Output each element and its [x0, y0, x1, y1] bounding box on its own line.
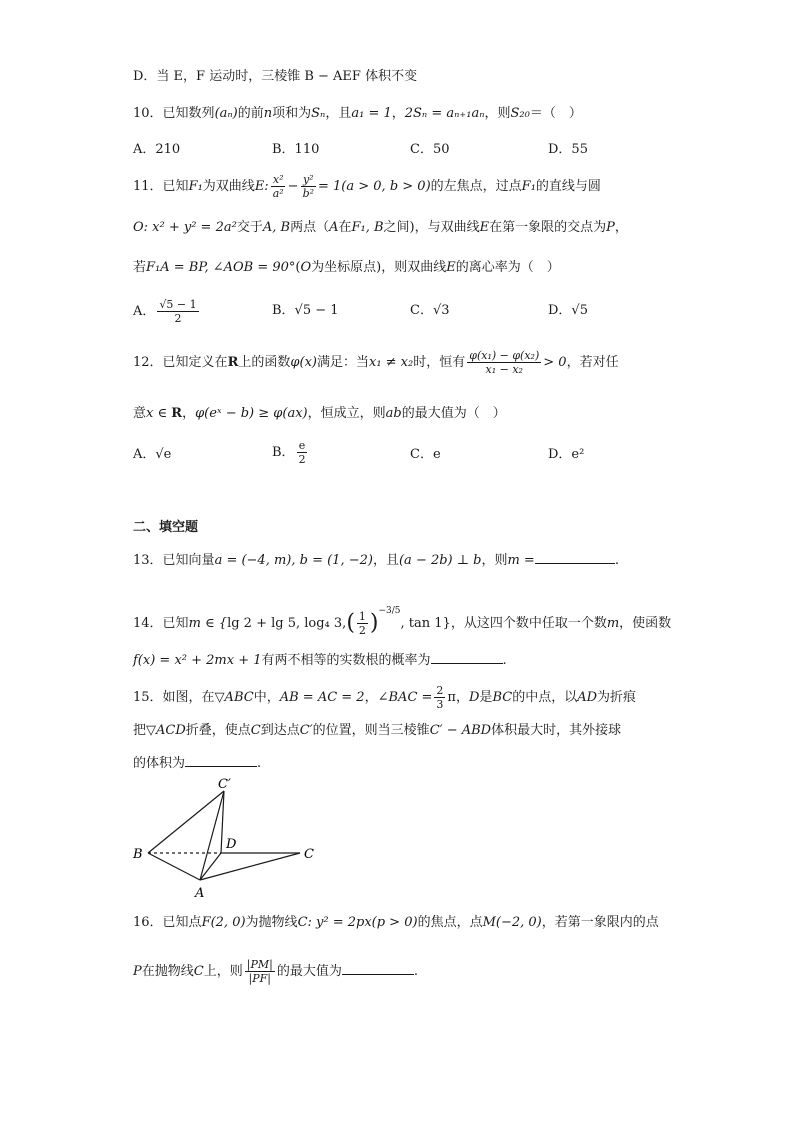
q11-text: 若 — [133, 260, 147, 275]
q16-c: C — [193, 964, 204, 979]
q12-frac: $\frac{\text{φ(x₁) − φ(x₂)}}{\text{x₁ − x₂}}$ — [469, 349, 540, 376]
q12-text: ，若对任 — [566, 355, 619, 370]
q14-m: m — [606, 616, 620, 631]
question-12-line-2: 意x ∈ R，φ(eˣ − b) ≥ φ(ax)，恒成立，则ab的最大值为（ ） — [133, 406, 506, 421]
q11-text: ， — [614, 220, 628, 235]
section-title: 二、填空题 — [133, 520, 199, 535]
question-16-line-2 — [133, 955, 418, 989]
q15-text: 如图，在 — [162, 690, 215, 705]
q11-frac-y: $\frac{\text{y²}}{\text{b²}}$ — [302, 173, 315, 200]
q15-text: ， — [455, 690, 469, 705]
q16-text: 在抛物线 — [141, 964, 194, 979]
q15-ad: AD — [577, 690, 598, 705]
q11-number: 11． — [133, 179, 163, 194]
q13-end: . — [614, 553, 619, 568]
label-c: C — [304, 847, 314, 862]
q16-m: M(−2, 0) — [482, 915, 542, 930]
q11-p: P — [606, 220, 615, 235]
question-13 — [133, 551, 619, 570]
q10-option-d: D．55 — [548, 142, 588, 157]
question-11-line-2 — [133, 219, 628, 237]
q15-pi: π — [447, 690, 456, 705]
q10-option-c: C．50 — [410, 142, 450, 157]
q11-e: E — [446, 260, 456, 275]
q15-frac: $\frac{2}{3}$ — [436, 684, 444, 711]
q11-text: ( — [295, 260, 301, 275]
q13-perp: (a − 2b) ⊥ b — [398, 553, 482, 568]
q11-text: 在第一象限的交点为 — [489, 220, 607, 235]
q12-number: 12． — [133, 355, 163, 370]
q11-o: O — [300, 260, 312, 275]
q12-x: x ∈ — [146, 406, 172, 421]
q11-f1b: F₁, B — [351, 220, 384, 235]
q13-text: ，且 — [372, 553, 399, 568]
edge-a-cprime — [200, 791, 224, 880]
q11-f1: F₁ — [521, 179, 536, 194]
q16-text: 为抛物线 — [245, 915, 298, 930]
q12-text: 满足：当 — [316, 355, 369, 370]
q11-option-a-frac: $\frac{√5 - 1}{2}$ — [159, 298, 197, 325]
question-15-line-1 — [133, 682, 636, 714]
q15-answer-blank[interactable] — [185, 754, 257, 767]
q16-text: 的最大值为 — [276, 964, 342, 979]
q15-text: 中， — [253, 690, 280, 705]
edge-a-c — [200, 853, 300, 880]
q15-text: 的位置，则当三棱锥 — [312, 723, 430, 738]
q13-vectors: a = (−4, m), b = (1, −2) — [214, 553, 373, 568]
q10-option-a: A．210 — [133, 142, 181, 157]
q15-pyramid: C′ − ABD — [429, 723, 492, 738]
q13-m: m = — [507, 553, 535, 568]
q10-a1: a₁ = 1 — [351, 106, 392, 121]
q10-sequence: (aₙ) — [214, 106, 238, 121]
q12-text: 时，恒有 — [413, 355, 466, 370]
edge-b-cprime — [148, 791, 224, 853]
q11-option-b: B．√5 − 1 — [272, 303, 339, 318]
question-15-line-3 — [133, 754, 261, 773]
q14-text: ，使函数 — [619, 616, 672, 631]
q16-number: 16． — [133, 915, 163, 930]
q10-n: n — [263, 106, 273, 121]
q13-answer-blank[interactable] — [535, 551, 615, 564]
q11-f1: F₁ — [188, 179, 203, 194]
q10-text: ，且 — [325, 106, 352, 121]
q11-option-a-label: A． — [133, 304, 156, 319]
q15-text: 的体积为 — [133, 756, 186, 771]
q11-text: 为坐标原点)，则双曲线 — [311, 260, 447, 275]
q12-option-c: C．e — [410, 447, 441, 462]
q11-condition: = 1(a > 0, b > 0) — [318, 179, 431, 194]
q15-sides: AB = AC = 2 — [279, 690, 365, 705]
q12-option-b — [272, 438, 310, 468]
q14-exp: −3/5 — [378, 606, 401, 616]
edge-b-a — [148, 853, 200, 880]
q10-target: S₂₀ — [510, 106, 530, 121]
q11-text: 两点（ — [290, 220, 330, 235]
q11-a: A — [329, 220, 339, 235]
q16-answer-blank[interactable] — [342, 962, 414, 975]
q16-ratio: $\frac{|PM|}{|PF|}$ — [246, 958, 273, 985]
q14-end: . — [502, 653, 507, 668]
q11-text: 之间)，与双曲线 — [383, 220, 480, 235]
question-14-line-2 — [133, 651, 507, 670]
q15-number: 15． — [133, 690, 163, 705]
q15-text: 是 — [479, 690, 493, 705]
q16-end: . — [413, 964, 418, 979]
q12-option-b-frac: $\frac{e}{2}$ — [298, 439, 306, 466]
question-10 — [133, 105, 582, 123]
q14-text: 已知 — [162, 616, 189, 631]
question-14-line-1: 14．已知m ∈ {lg 2 + lg 5, log₄ 3,( $\frac{1}{2}$ )$^{-3/5}$, tan 1}，从这四个数中任取一个数m，使函数 — [133, 606, 672, 637]
q10-option-b: B．110 — [272, 142, 320, 157]
q11-cond: F₁A = BP, ∠AOB = 90° — [146, 260, 296, 275]
q15-angle: ∠BAC = — [377, 690, 433, 705]
q16-text: 上，则 — [203, 964, 243, 979]
q14-tail: , tan 1 — [400, 616, 443, 631]
q14-text: ，从这四个数中任取一个数 — [450, 616, 607, 631]
q12-ab: ab — [385, 406, 402, 421]
q14-set-open: m ∈ { — [188, 616, 228, 631]
q12-text: 意 — [133, 406, 147, 421]
q15-end: . — [257, 756, 262, 771]
q11-text: 的左焦点，过点 — [430, 179, 522, 194]
q12-text: 上的函数 — [238, 355, 291, 370]
q15-triangle: ▽ABC — [214, 690, 254, 705]
q16-parabola: C: y² = 2px(p > 0) — [297, 915, 418, 930]
q10-text: 项和为 — [272, 106, 312, 121]
q11-text: 的直线与圆 — [535, 179, 601, 194]
q15-cprime: C′ — [299, 723, 313, 738]
label-d: D — [226, 837, 237, 852]
q15-text: 把 — [133, 723, 147, 738]
q10-text: 已知数列 — [162, 106, 215, 121]
q16-text: ，若第一象限内的点 — [541, 915, 659, 930]
q11-ab: A, B — [262, 220, 291, 235]
q15-text: 的中点，以 — [512, 690, 578, 705]
q12-phi: φ(x) — [290, 355, 317, 370]
q11-text: 交于 — [236, 220, 263, 235]
q14-frac: $\frac{1}{2}$ — [358, 610, 366, 637]
q10-text: ， — [391, 106, 405, 121]
q14-function: f(x) = x² + 2mx + 1 — [133, 653, 262, 668]
q13-number: 13． — [133, 553, 163, 568]
question-11-line-1: 11．已知F₁为双曲线E: $\frac{\text{x²}}{\text{a²}}$ − $\frac{\text{y²}}{\text{b²}}$ = 1(a > 0, b > 0)的左焦点，过点F₁的直线与圆 — [133, 173, 601, 200]
q15-triangle-2: ▽ACD — [146, 723, 186, 738]
q14-set-items: lg 2 + lg 5, log₄ 3, — [227, 616, 347, 631]
q13-text: 已知向量 — [162, 553, 215, 568]
q11-text: 为双曲线 — [202, 179, 255, 194]
q14-number: 14． — [133, 616, 163, 631]
q12-r: R — [227, 355, 239, 370]
q11-text: 已知 — [162, 179, 189, 194]
q10-text: 的前 — [237, 106, 264, 121]
q15-figure — [128, 776, 328, 902]
q14-set-close: } — [442, 616, 451, 631]
q15-text: 到达点 — [260, 723, 300, 738]
q13-text: ，则 — [481, 553, 508, 568]
q10-relation: 2Sₙ = aₙ₊₁aₙ — [404, 106, 485, 121]
q10-sn: Sₙ — [311, 106, 326, 121]
question-16-line-1 — [133, 914, 659, 932]
q11-text: 在 — [338, 220, 352, 235]
q15-text: 为折痕 — [597, 690, 637, 705]
q11-text: 的离心率为（ ） — [455, 260, 560, 275]
q16-p: P — [133, 964, 142, 979]
q10-number: 10． — [133, 106, 163, 121]
q12-text: 的最大值为（ ） — [401, 406, 506, 421]
question-11-line-3 — [133, 259, 560, 277]
q15-text: ， — [364, 690, 378, 705]
q14-answer-blank[interactable] — [431, 651, 503, 664]
q16-f: F(2, 0) — [201, 915, 246, 930]
q16-text: 已知点 — [162, 915, 202, 930]
q11-option-d: D．√5 — [548, 303, 588, 318]
q11-frac-x: $\frac{\text{x²}}{\text{a²}}$ — [272, 173, 284, 200]
q12-neq: x₁ ≠ x₂ — [368, 355, 414, 370]
label-cprime: C′ — [218, 777, 231, 792]
q16-text: 的焦点，点 — [417, 915, 483, 930]
q12-option-a: A．√e — [133, 447, 172, 462]
q10-text: ，则 — [484, 106, 511, 121]
q14-text: 有两不相等的实数根的概率为 — [261, 653, 431, 668]
q15-c: C — [250, 723, 261, 738]
q12-option-d: D．e² — [548, 447, 585, 462]
q12-text: 已知定义在 — [162, 355, 228, 370]
q10-text: ＝（ ） — [529, 106, 582, 121]
q12-option-b-label: B． — [272, 445, 295, 460]
q12-cond: φ(eˣ − b) ≥ φ(ax) — [195, 406, 308, 421]
q11-option-c: C．√3 — [410, 303, 450, 318]
q15-d: D — [468, 690, 480, 705]
question-15-line-2 — [133, 722, 621, 740]
label-a: A — [195, 886, 205, 901]
q9-option-d: D．当 E，F 运动时，三棱锥 B − AEF 体积不变 — [133, 69, 418, 84]
q11-circle: O: x² + y² = 2a² — [133, 220, 237, 235]
q11-e: E — [479, 220, 490, 235]
label-b: B — [133, 847, 143, 862]
q12-text: ，恒成立，则 — [307, 406, 386, 421]
q11-option-a — [133, 297, 201, 327]
q12-r: R — [171, 406, 183, 421]
question-12-line-1: 12．已知定义在R上的函数φ(x)满足：当x₁ ≠ x₂时，恒有 $\frac{\text{φ(x₁) − φ(x₂)}}{\text{x₁ − x₂}}$ > 0，若对任 — [133, 349, 619, 376]
q15-text: 折叠，使点 — [185, 723, 251, 738]
q15-bc: BC — [492, 690, 513, 705]
q15-text: 体积最大时，其外接球 — [491, 723, 622, 738]
q11-e: E: — [254, 179, 269, 194]
